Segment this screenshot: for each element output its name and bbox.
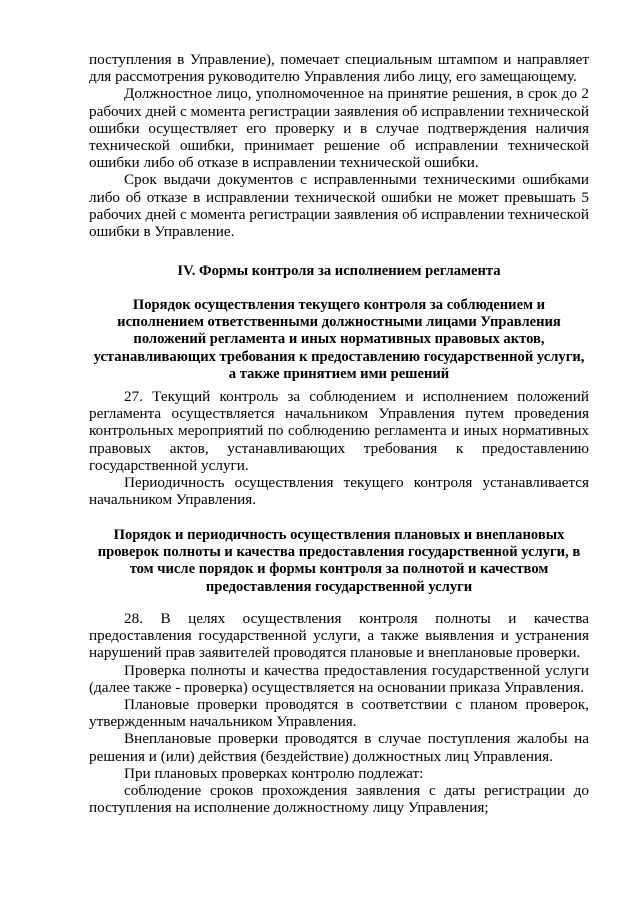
text-block-technical-error <box>89 51 589 240</box>
subheading-current-control: Порядок осуществления текущего контроля за соблюдением и исполнением ответственными должностными лицами Управления положений регламента и иных нормативных правовых актов, устанавливающих требования к предоставлению государственной услуги, а также принятием ими решений <box>93 297 585 382</box>
paragraph-issue-deadline: Срок выдачи документов с исправленными техническими ошибками либо об отказе в исправлении технической ошибки не может превышать 5 рабочих дней с момента регистрации заявления об исправлении технической ошибки в Управление. <box>89 171 589 241</box>
section-title: IV. Формы контроля за исполнением регламента <box>177 263 501 279</box>
text-block-inspections <box>89 610 589 816</box>
paragraph-responsible-official: Должностное лицо, уполномоченное на принятие решения, в срок до 2 рабочих дней с момента регистрации заявления об исправлении технической ошибки осуществляет его проверку и в случае подтверждения наличия технической ошибки, принимает решение об исправлении технической ошибки либо об отказе в исправлении технической ошибки. <box>89 85 589 172</box>
paragraph-planned-inspections: Плановые проверки проводятся в соответствии с планом проверок, утвержденным начальником Управления. <box>89 696 589 731</box>
paragraph-28: 28. В целях осуществления контроля полноты и качества предоставления государственной услуги, а также выявления и устранения нарушений прав заявителей проводятся плановые и внеплановые проверки. <box>89 610 589 662</box>
paragraph-periodicity: Периодичность осуществления текущего контроля устанавливается начальником Управления. <box>89 474 589 509</box>
paragraph-deadline-compliance: соблюдение сроков прохождения заявления с даты регистрации до поступления на исполнение должностному лицу Управления; <box>89 782 589 817</box>
paragraph-27: 27. Текущий контроль за соблюдением и исполнением положений регламента осуществляется начальником Управления путем проведения контрольных мероприятий по соблюдению регламента и иных нормативных правовых актов, устанавливающих требования к предоставлению государственной услуги. <box>89 388 589 474</box>
paragraph-continuation: поступления в Управление), помечает специальным штампом и направляет для рассмотрения руководителю Управления либо лицу, его замещающему. <box>89 51 589 86</box>
subheading-inspections: Порядок и периодичность осуществления плановых и внеплановых проверок полноты и качества предоставления государственной услуги, в том числе порядок и формы контроля за полнотой и качеством предоставления государственной услуги <box>97 527 581 595</box>
paragraph-control-subjects: При плановых проверках контролю подлежат: <box>124 764 424 782</box>
paragraph-unplanned-inspections: Внеплановые проверки проводятся в случае поступления жалобы на решения и (или) действия (бездействие) должностных лиц Управления. <box>89 730 589 765</box>
paragraph-inspection-basis: Проверка полноты и качества предоставления государственной услуги (далее также - проверка) осуществляется на основании приказа Управления. <box>89 661 589 696</box>
text-block-current-control <box>89 388 589 508</box>
